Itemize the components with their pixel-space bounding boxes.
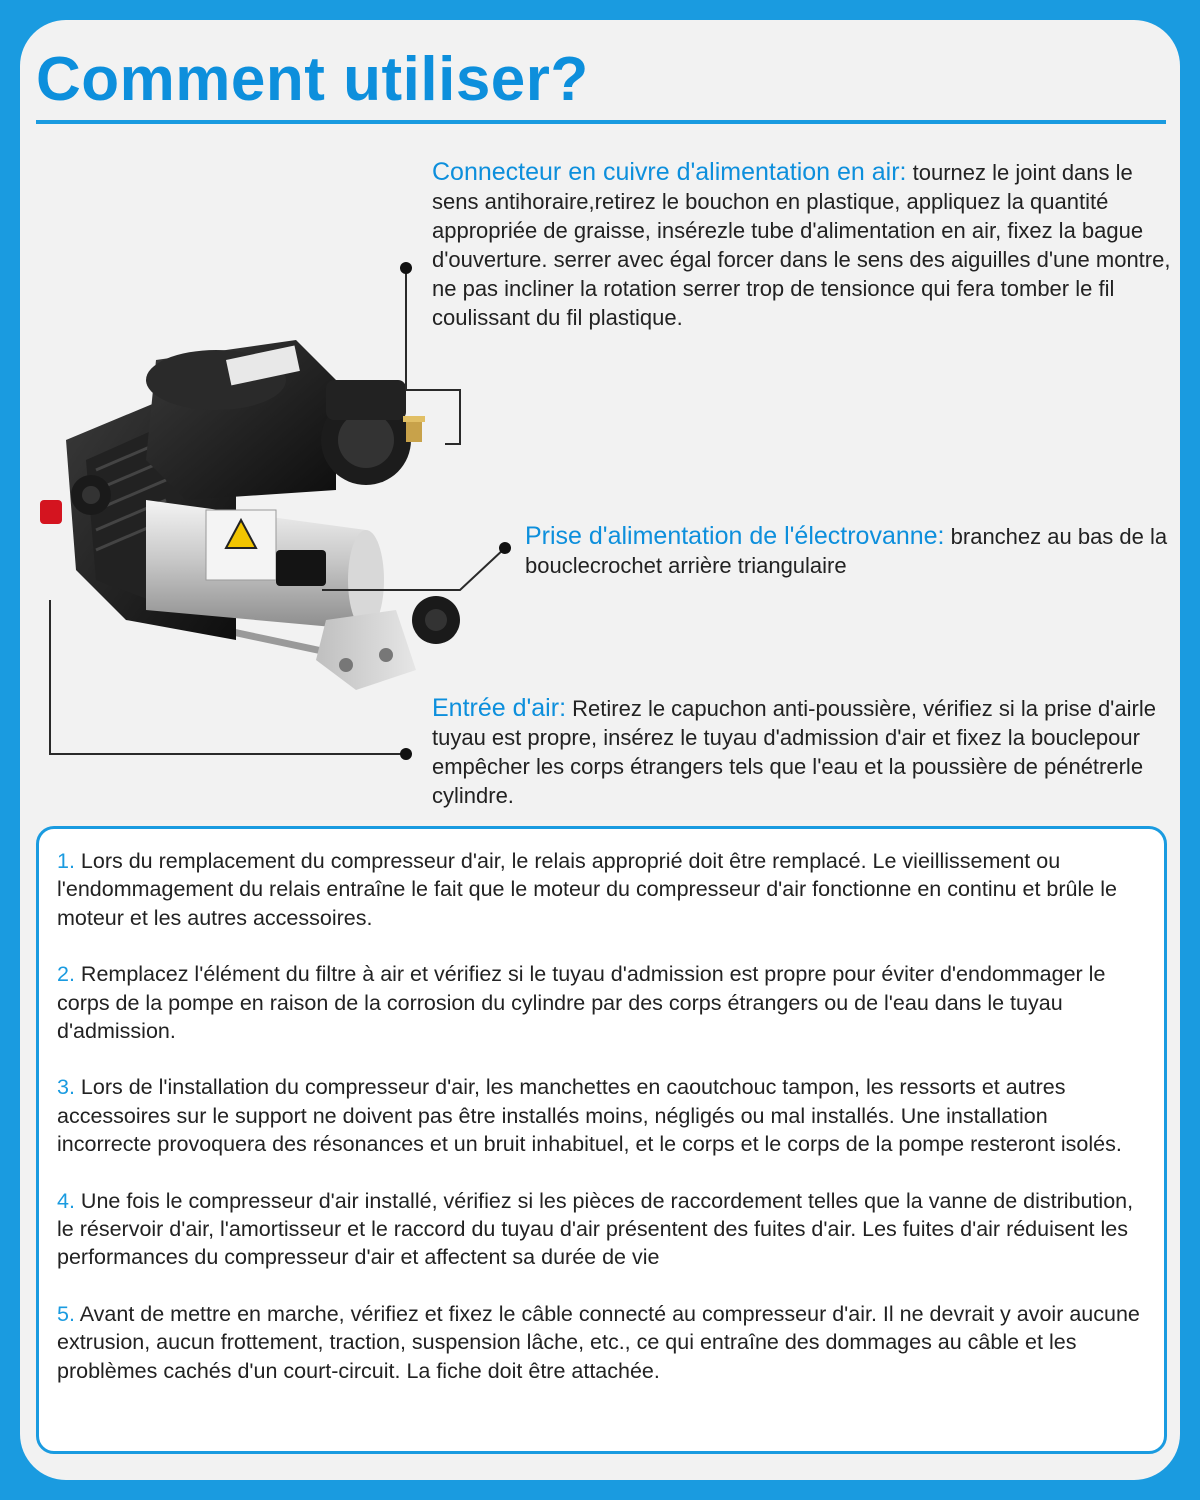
note-item xyxy=(57,1187,1148,1272)
note-text: Remplacez l'élément du filtre à air et vérifiez si le tuyau d'admission est propre pour éviter d'endommager le corps de la pompe en raison de la corrosion du cylindre par des corps étrangers ou de l'eau dans le tuyau d'admission. xyxy=(57,962,1106,1044)
callout-dot-valve xyxy=(499,542,511,554)
callout-text: tournez le joint dans le sens antihoraire,retirez le bouchon en plastique, appliquez la quantité appropriée de graisse, insérezle tube d'alimentation en air, fixez la bague d'ouverture. serrer avec égal forcer dans le sens des aiguilles d'une montre, ne pas incliner la rotation serrer trop de tensionce qui fera tomber le fil coulissant du fil plastique. xyxy=(432,160,1171,330)
note-number: 1. xyxy=(57,849,75,873)
callout-text: branchez au bas de la bouclecrochet arrière triangulaire xyxy=(525,524,1168,578)
note-item xyxy=(57,847,1148,932)
note-text: Avant de mettre en marche, vérifiez et fixez le câble connecté au compresseur d'air. Il ne devrait y avoir aucune extrusion, aucun frottement, traction, suspension lâche, etc., ce qui entraîne des dommages au câble et les problèmes cachés d'un court-circuit. La fiche doit être attachée. xyxy=(57,1301,1140,1383)
note-text: Lors du remplacement du compresseur d'air, le relais approprié doit être remplacé. Le vieillissement ou l'endommagement du relais entraîne le fait que le moteur du compresseur d'air fonctionne en continu et brûle le moteur et les autres accessoires. xyxy=(57,849,1117,930)
note-text: Une fois le compresseur d'air installé, vérifiez si les pièces de raccordement telles que la vanne de distribution, le réservoir d'air, l'amortisseur et le raccord du tuyau d'air présentent des fuites d'air. Les fuites d'air réduisent les performances du compresseur d'air et affectent sa durée de vie xyxy=(57,1188,1134,1270)
callout-dot-intake xyxy=(400,748,412,760)
callout-air-intake xyxy=(432,694,1167,810)
note-item xyxy=(57,1073,1148,1158)
note-number: 5. xyxy=(57,1301,75,1326)
callout-dot-connector xyxy=(400,262,412,274)
callout-air-connector xyxy=(432,158,1172,332)
note-number: 4. xyxy=(57,1188,75,1213)
callout-heading: Connecteur en cuivre d'alimentation en air: xyxy=(432,158,907,186)
callout-valve-plug xyxy=(525,522,1170,580)
callout-text: Retirez le capuchon anti-poussière, vérifiez si la prise d'airle tuyau est propre, insérez le tuyau d'admission d'air et fixez la bouclepour empêcher les corps étrangers tels que l'eau et la poussière de pénétrerle cylindre. xyxy=(432,696,1156,808)
note-number: 3. xyxy=(57,1075,75,1100)
note-text: Lors de l'installation du compresseur d'air, les manchettes en caoutchouc tampon, les ressorts et autres accessoires sur le support ne doivent pas être installés moins, négligés ou mal installés. Une installation incorrecte provoquera des résonances et un bruit inhabituel, et le corps et le corps de la pompe resteront isolés. xyxy=(57,1075,1122,1157)
page-title: Comment utiliser? xyxy=(36,45,589,114)
notes-panel xyxy=(36,826,1167,1454)
note-number: 2. xyxy=(57,962,75,987)
note-item xyxy=(57,960,1148,1045)
note-item xyxy=(57,1300,1148,1385)
callout-heading: Prise d'alimentation de l'électrovanne: xyxy=(525,522,945,550)
callout-heading: Entrée d'air: xyxy=(432,694,567,722)
